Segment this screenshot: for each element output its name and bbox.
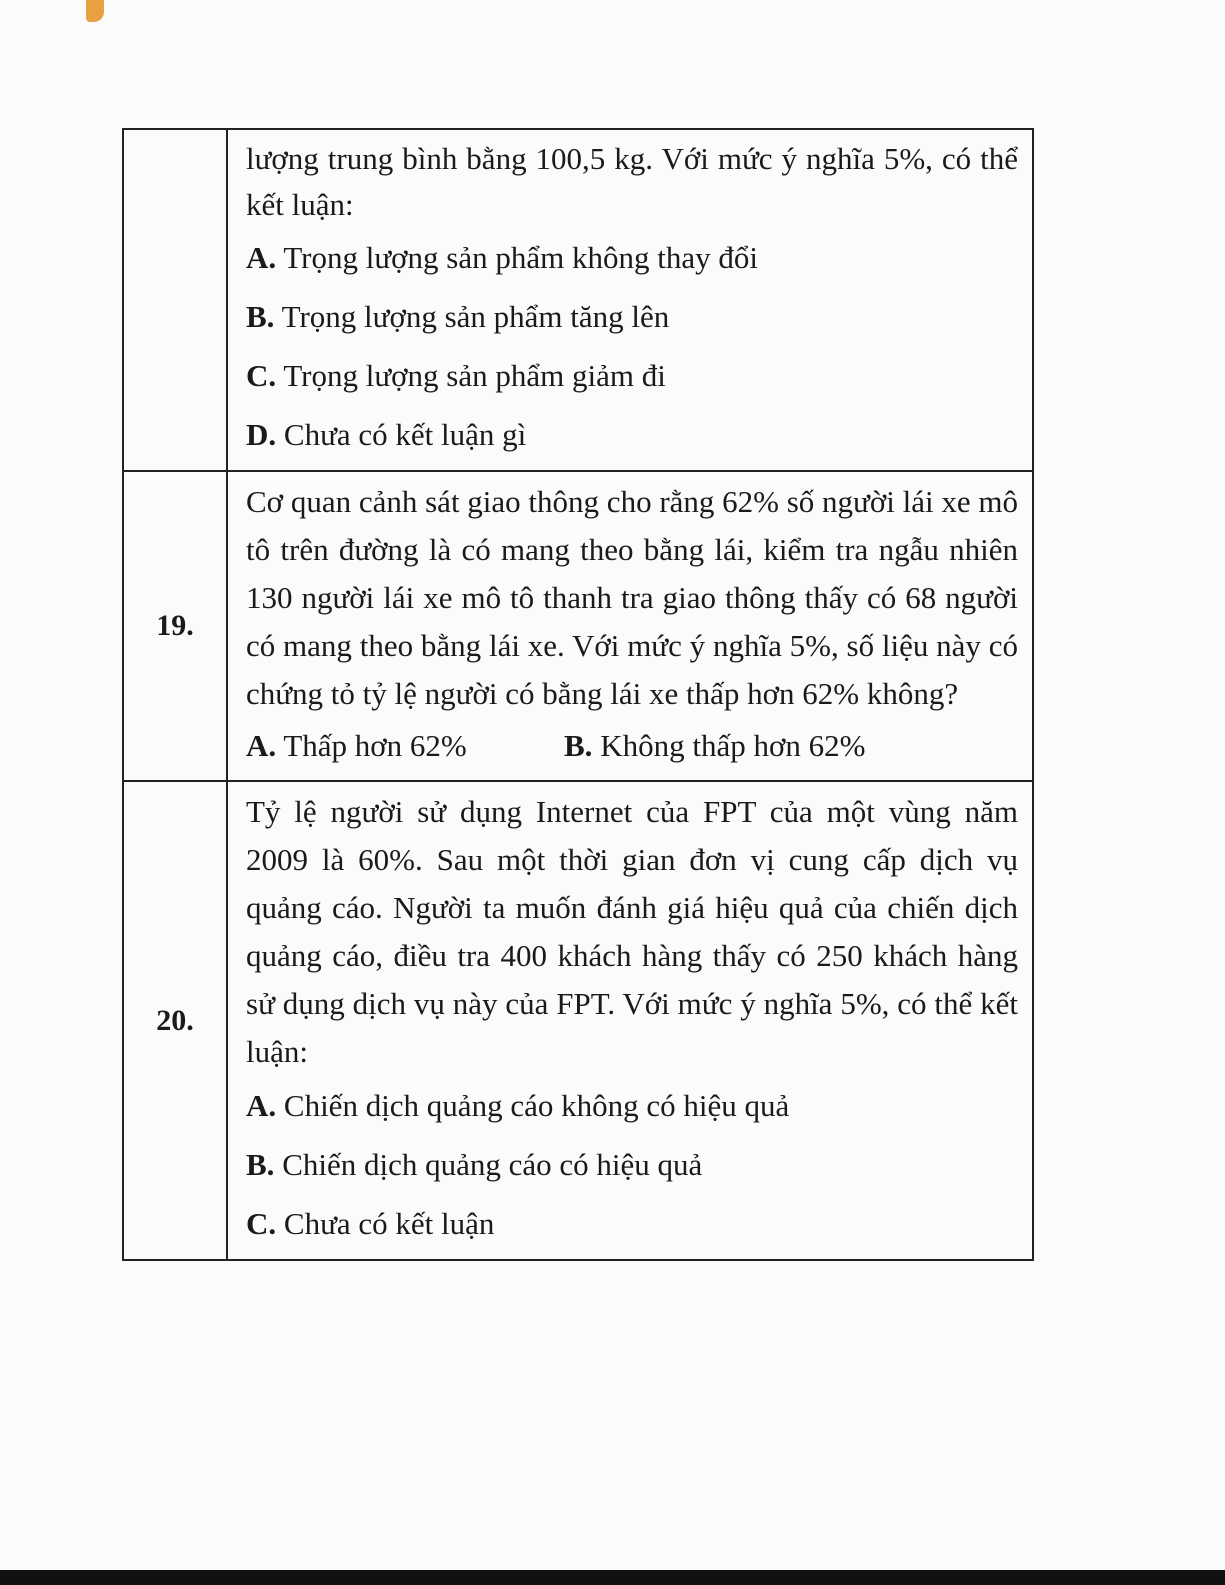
option-letter: B. (246, 299, 275, 334)
option-text: Chiến dịch quảng cáo có hiệu quả (274, 1147, 703, 1182)
option-text: Chiến dịch quảng cáo không có hiệu quả (276, 1088, 790, 1123)
question-table (122, 128, 1034, 1261)
option-text: Thấp hơn 62% (276, 728, 467, 763)
option-letter: A. (246, 1088, 277, 1123)
option-text: Chưa có kết luận (276, 1206, 495, 1241)
option-b (564, 718, 865, 774)
question-number: 20. (123, 781, 227, 1260)
question-row (123, 471, 1033, 781)
option-c (246, 346, 1018, 405)
option-letter: B. (564, 728, 593, 763)
option-a (246, 718, 564, 774)
option-a (246, 228, 1018, 287)
question-text: lượng trung bình bằng 100,5 kg. Với mức ý nghĩa 5%, có thể kết luận: (246, 141, 1018, 222)
options-row (246, 718, 1018, 774)
option-text: Không thấp hơn 62% (592, 728, 866, 763)
scan-bottom-edge (0, 1570, 1225, 1585)
option-text: Trọng lượng sản phẩm tăng lên (274, 299, 670, 334)
option-b (246, 1135, 1018, 1194)
question-row (123, 129, 1033, 471)
option-letter: B. (246, 1147, 275, 1182)
option-letter: C. (246, 358, 277, 393)
option-d (246, 405, 1018, 464)
question-text: Tỷ lệ người sử dụng Internet của FPT của một vùng năm 2009 là 60%. Sau một thời gian đơn vị cung cấp dịch vụ quảng cáo. Người ta muốn đánh giá hiệu quả của chiến dịch quảng cáo, điều tra 400 khách hàng thấy có 250 khách hàng sử dụng dịch vụ này của FPT. Với mức ý nghĩa 5%, có thể kết luận: (246, 794, 1018, 1069)
question-text: Cơ quan cảnh sát giao thông cho rằng 62% số người lái xe mô tô trên đường là có mang theo bằng lái, kiểm tra ngẫu nhiên 130 người lái xe mô tô thanh tra giao thông thấy có 68 người có mang theo bằng lái xe. Với mức ý nghĩa 5%, số liệu này có chứng tỏ tỷ lệ người có bằng lái xe thấp hơn 62% không? (246, 484, 1018, 711)
option-letter: C. (246, 1206, 277, 1241)
option-a (246, 1076, 1018, 1135)
option-letter: A. (246, 728, 277, 763)
option-letter: A. (246, 240, 277, 275)
question-row (123, 781, 1033, 1260)
option-b (246, 287, 1018, 346)
option-text: Trọng lượng sản phẩm giảm đi (276, 358, 666, 393)
question-number: 19. (123, 471, 227, 781)
question-number (123, 129, 227, 471)
option-text: Chưa có kết luận gì (276, 417, 527, 452)
option-letter: D. (246, 417, 277, 452)
option-text: Trọng lượng sản phẩm không thay đổi (276, 240, 758, 275)
option-c (246, 1194, 1018, 1253)
page-corner-mark (86, 0, 104, 22)
